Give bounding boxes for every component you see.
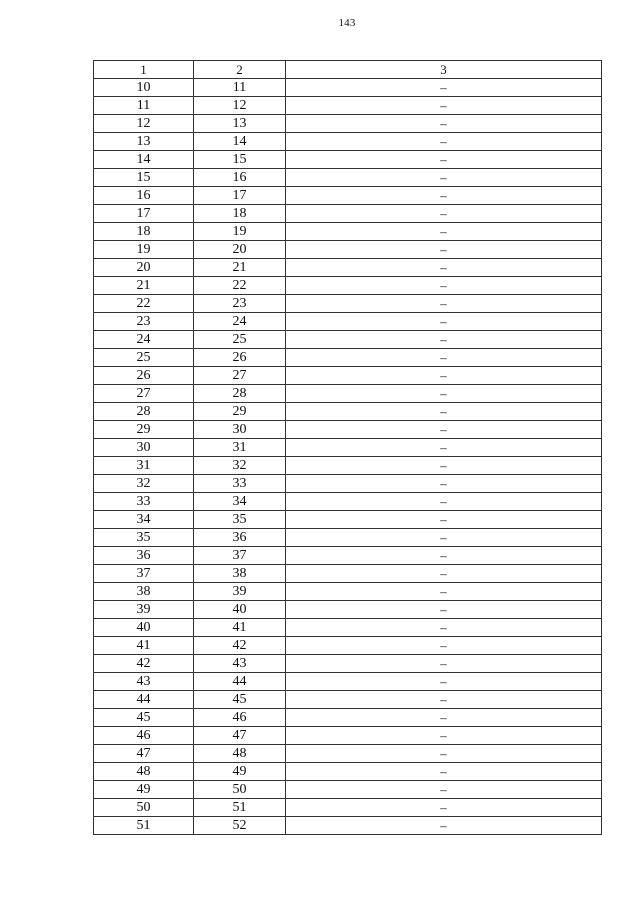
table-row [94,691,602,709]
table-cell-col-1: 40 [94,619,194,637]
table-cell-col-2: 14 [194,133,286,151]
table-cell-col-3: – [286,79,602,97]
table-cell-col-2: 29 [194,403,286,421]
table-body [94,61,602,835]
table-cell-col-3: – [286,709,602,727]
table-cell-col-1: 13 [94,133,194,151]
column-header-1: 1 [94,61,194,79]
table-cell-col-3: – [286,601,602,619]
table-cell-col-2: 11 [194,79,286,97]
table-cell-col-1: 16 [94,187,194,205]
table-row [94,565,602,583]
table-row [94,817,602,835]
table-row [94,205,602,223]
table-cell-col-3: – [286,349,602,367]
table-cell-col-1: 44 [94,691,194,709]
table-row [94,115,602,133]
table-cell-col-1: 12 [94,115,194,133]
table-row [94,169,602,187]
table-cell-col-2: 39 [194,583,286,601]
table-cell-col-1: 33 [94,493,194,511]
table-row [94,727,602,745]
table-row [94,745,602,763]
table-cell-col-2: 41 [194,619,286,637]
table-cell-col-3: – [286,565,602,583]
column-header-2: 2 [194,61,286,79]
table-cell-col-2: 26 [194,349,286,367]
table-cell-col-1: 43 [94,673,194,691]
table-cell-col-1: 42 [94,655,194,673]
table-cell-col-3: – [286,385,602,403]
table-cell-col-1: 34 [94,511,194,529]
table-cell-col-1: 37 [94,565,194,583]
table-cell-col-1: 38 [94,583,194,601]
table-cell-col-3: – [286,457,602,475]
table-cell-col-2: 16 [194,169,286,187]
table-cell-col-1: 35 [94,529,194,547]
table-cell-col-1: 47 [94,745,194,763]
table-cell-col-3: – [286,745,602,763]
table-cell-col-2: 49 [194,763,286,781]
table-cell-col-3: – [286,511,602,529]
table-cell-col-1: 46 [94,727,194,745]
table-cell-col-3: – [286,421,602,439]
table-row [94,313,602,331]
table-row [94,511,602,529]
table-row [94,493,602,511]
table-row [94,781,602,799]
table-row [94,619,602,637]
table-row [94,475,602,493]
table-cell-col-1: 41 [94,637,194,655]
table-cell-col-1: 48 [94,763,194,781]
table-row [94,673,602,691]
table-cell-col-3: – [286,97,602,115]
table-cell-col-2: 22 [194,277,286,295]
table-cell-col-2: 38 [194,565,286,583]
table-cell-col-2: 21 [194,259,286,277]
table-row [94,799,602,817]
table-cell-col-2: 19 [194,223,286,241]
table-cell-col-3: – [286,205,602,223]
table-cell-col-3: – [286,691,602,709]
table-cell-col-3: – [286,277,602,295]
table-cell-col-2: 42 [194,637,286,655]
table-cell-col-1: 27 [94,385,194,403]
table-cell-col-3: – [286,763,602,781]
table-cell-col-2: 51 [194,799,286,817]
table-row [94,187,602,205]
table-cell-col-3: – [286,367,602,385]
table-cell-col-1: 10 [94,79,194,97]
table-cell-col-1: 30 [94,439,194,457]
table-cell-col-2: 18 [194,205,286,223]
table-cell-col-2: 48 [194,745,286,763]
table-cell-col-1: 19 [94,241,194,259]
table-cell-col-2: 33 [194,475,286,493]
table-cell-col-2: 44 [194,673,286,691]
table-row [94,349,602,367]
table-cell-col-2: 46 [194,709,286,727]
table-row [94,583,602,601]
table-cell-col-2: 36 [194,529,286,547]
table-row [94,529,602,547]
table-row [94,223,602,241]
table-cell-col-2: 17 [194,187,286,205]
table-cell-col-3: – [286,529,602,547]
table-cell-col-1: 17 [94,205,194,223]
table-cell-col-1: 31 [94,457,194,475]
table-cell-col-2: 31 [194,439,286,457]
table-row [94,295,602,313]
table-cell-col-3: – [286,637,602,655]
table-row [94,403,602,421]
table-cell-col-1: 20 [94,259,194,277]
table-row [94,97,602,115]
table-cell-col-1: 36 [94,547,194,565]
table-cell-col-1: 28 [94,403,194,421]
table-cell-col-3: – [286,439,602,457]
table-cell-col-2: 35 [194,511,286,529]
table-row [94,241,602,259]
table-cell-col-1: 23 [94,313,194,331]
table-cell-col-1: 49 [94,781,194,799]
table-cell-col-2: 25 [194,331,286,349]
table-cell-col-1: 15 [94,169,194,187]
table-cell-col-1: 39 [94,601,194,619]
table-cell-col-3: – [286,151,602,169]
table-cell-col-2: 37 [194,547,286,565]
table-row [94,79,602,97]
table-cell-col-1: 18 [94,223,194,241]
table-cell-col-3: – [286,655,602,673]
table-row [94,655,602,673]
table-cell-col-1: 29 [94,421,194,439]
table-row [94,439,602,457]
page-number: 143 [338,17,356,29]
table-cell-col-2: 50 [194,781,286,799]
table-cell-col-2: 20 [194,241,286,259]
table-cell-col-3: – [286,619,602,637]
table-cell-col-1: 25 [94,349,194,367]
table-cell-col-3: – [286,493,602,511]
table-cell-col-3: – [286,133,602,151]
table-cell-col-3: – [286,295,602,313]
table-row [94,547,602,565]
table-cell-col-3: – [286,583,602,601]
table-cell-col-2: 13 [194,115,286,133]
table-header-row [94,61,602,79]
table-cell-col-2: 27 [194,367,286,385]
table-cell-col-1: 22 [94,295,194,313]
table-row [94,457,602,475]
table-row [94,709,602,727]
table-cell-col-1: 45 [94,709,194,727]
table-cell-col-1: 14 [94,151,194,169]
table-cell-col-1: 51 [94,817,194,835]
table-cell-col-1: 32 [94,475,194,493]
table-row [94,421,602,439]
table-cell-col-2: 32 [194,457,286,475]
table-cell-col-2: 24 [194,313,286,331]
table-cell-col-1: 11 [94,97,194,115]
table-cell-col-2: 40 [194,601,286,619]
table-cell-col-3: – [286,727,602,745]
table-row [94,385,602,403]
table-cell-col-2: 28 [194,385,286,403]
table-cell-col-2: 45 [194,691,286,709]
table-cell-col-3: – [286,115,602,133]
table-cell-col-3: – [286,673,602,691]
table-cell-col-3: – [286,475,602,493]
table-cell-col-2: 47 [194,727,286,745]
table-cell-col-2: 43 [194,655,286,673]
table-row [94,331,602,349]
table-row [94,277,602,295]
table-cell-col-3: – [286,403,602,421]
table-cell-col-1: 50 [94,799,194,817]
table-row [94,763,602,781]
table-cell-col-3: – [286,169,602,187]
table-row [94,259,602,277]
table-cell-col-3: – [286,799,602,817]
table-cell-col-1: 26 [94,367,194,385]
table-row [94,133,602,151]
table-cell-col-3: – [286,331,602,349]
table-cell-col-3: – [286,313,602,331]
table-cell-col-1: 21 [94,277,194,295]
table-cell-col-2: 34 [194,493,286,511]
table-cell-col-3: – [286,223,602,241]
table-row [94,601,602,619]
table-cell-col-3: – [286,187,602,205]
table-cell-col-2: 15 [194,151,286,169]
table-cell-col-3: – [286,817,602,835]
table-cell-col-1: 24 [94,331,194,349]
column-header-3: 3 [286,61,602,79]
table-cell-col-2: 12 [194,97,286,115]
table-cell-col-3: – [286,241,602,259]
table-cell-col-3: – [286,781,602,799]
table-row [94,637,602,655]
table-cell-col-3: – [286,547,602,565]
table-row [94,151,602,169]
table-cell-col-2: 30 [194,421,286,439]
table-row [94,367,602,385]
table-cell-col-2: 52 [194,817,286,835]
table-cell-col-3: – [286,259,602,277]
data-table [93,60,602,835]
table-cell-col-2: 23 [194,295,286,313]
